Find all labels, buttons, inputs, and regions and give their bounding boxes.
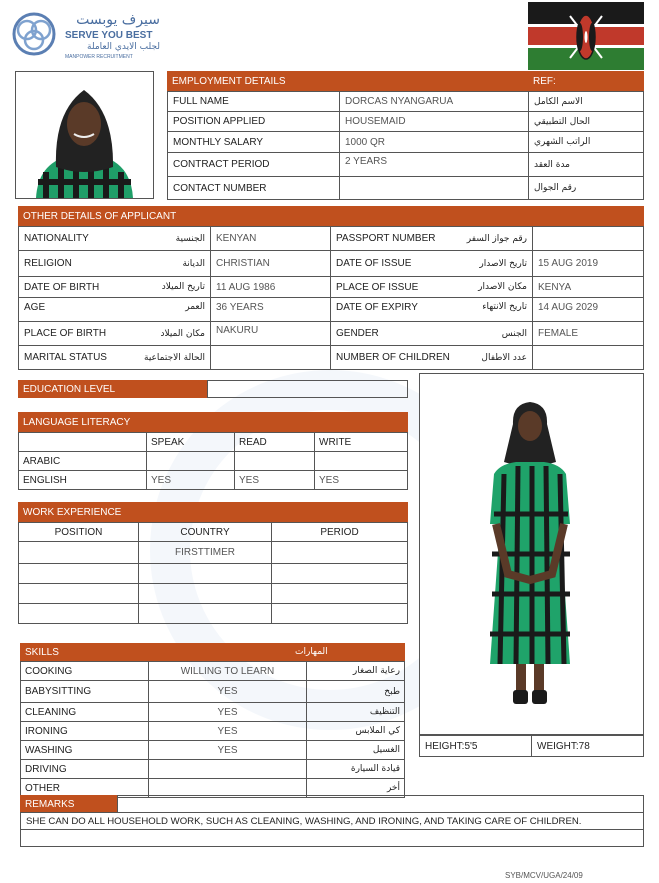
monthly-salary-label-ar: الراتب الشهري [528, 131, 644, 153]
arabic-speak [147, 452, 235, 471]
language-table-header-row [19, 433, 408, 452]
weight-field: WEIGHT:78 [531, 735, 644, 757]
remarks-blank-row [20, 829, 644, 847]
language-col-write: WRITE [315, 433, 408, 452]
language-row-arabic [19, 452, 408, 471]
work-experience-table [18, 522, 408, 624]
nationality-label: NATIONALITY الجنسية [18, 226, 211, 251]
place-of-issue-value: KENYA [532, 276, 644, 298]
logo-sub-en: MANPOWER RECRUITMENT [65, 54, 133, 60]
english-write: YES [315, 471, 408, 490]
monthly-salary-value: 1000 QR [339, 131, 529, 153]
arabic-read [235, 452, 315, 471]
full-name-label-ar: الاسم الكامل [528, 91, 644, 112]
remarks-text: SHE CAN DO ALL HOUSEHOLD WORK, SUCH AS CLEANING, WASHING, AND IRONING, AND TAKING CARE OF CHILDREN. [20, 812, 644, 830]
language-literacy-header-right [230, 412, 408, 432]
english-read: YES [235, 471, 315, 490]
date-of-issue-label: DATE OF ISSUE تاريخ الاصدار [330, 250, 533, 277]
skill-row [21, 662, 405, 681]
skill-name-ar: رعاية الصغار [307, 662, 405, 681]
date-of-issue-value: 15 AUG 2019 [532, 250, 644, 277]
work-col-country: COUNTRY [139, 523, 272, 542]
kenya-flag [528, 2, 644, 70]
skill-row [21, 760, 405, 779]
skill-name-ar: كي الملابس [307, 722, 405, 741]
skill-value: YES [149, 681, 307, 703]
skill-name: WASHING [21, 741, 149, 760]
position-applied-value: HOUSEMAID [339, 111, 529, 132]
logo-text-ar: سيرف يوبست [76, 12, 160, 28]
place-of-birth-value: NAKURU [210, 321, 331, 346]
skills-header-ar: المهارات [290, 643, 405, 661]
gender-value: FEMALE [532, 321, 644, 346]
skill-name: DRIVING [21, 760, 149, 779]
contract-period-value: 2 YEARS [339, 152, 529, 177]
skill-name: IRONING [21, 722, 149, 741]
contract-period-label-ar: مدة العقد [528, 152, 644, 177]
skill-name-ar: التنظيف [307, 703, 405, 722]
monthly-salary-label: MONTHLY SALARY [167, 131, 340, 153]
language-col-speak: SPEAK [147, 433, 235, 452]
age-value: 36 YEARS [210, 297, 331, 322]
work-row [19, 542, 408, 564]
date-of-expiry-value: 14 AUG 2029 [532, 297, 644, 322]
number-of-children-label: NUMBER OF CHILDREN عدد الاطفال [330, 345, 533, 370]
skill-name-ar: طبخ [307, 681, 405, 703]
number-of-children-value [532, 345, 644, 370]
passport-number-label: PASSPORT NUMBER رقم جواز السفر [330, 226, 533, 251]
skill-name: CLEANING [21, 703, 149, 722]
skill-value: YES [149, 741, 307, 760]
skill-name: OTHER [21, 779, 149, 798]
date-of-expiry-label: DATE OF EXPIRY تاريخ الانتهاء [330, 297, 533, 322]
work-experience-header-right [212, 502, 408, 522]
work-row [19, 584, 408, 604]
skill-value [149, 760, 307, 779]
remarks-header-right [117, 795, 644, 813]
employment-details-header: EMPLOYMENT DETAILS [167, 71, 528, 91]
logo-knot-icon [10, 10, 58, 58]
language-col-read: READ [235, 433, 315, 452]
skill-value: WILLING TO LEARN [149, 662, 307, 681]
skill-value: YES [149, 703, 307, 722]
contact-number-label: CONTACT NUMBER [167, 176, 340, 200]
position-applied-label-ar: الحال التطبيقي [528, 111, 644, 132]
religion-label: RELIGION الديانة [18, 250, 211, 277]
skill-name-ar: الغسيل [307, 741, 405, 760]
ref-label: REF: [528, 71, 644, 91]
language-row-english [19, 471, 408, 490]
marital-status-label: MARITAL STATUS الحالة الاجتماعية [18, 345, 211, 370]
work-country-value: FIRSTTIMER [139, 542, 272, 564]
skill-row [21, 681, 405, 703]
skills-header: SKILLS [20, 643, 290, 661]
religion-value: CHRISTIAN [210, 250, 331, 277]
language-name: ARABIC [19, 452, 147, 471]
arabic-write [315, 452, 408, 471]
education-level-header: EDUCATION LEVEL [18, 380, 208, 398]
date-of-birth-value: 11 AUG 1986 [210, 276, 331, 298]
skills-table [20, 661, 405, 798]
marital-status-value [210, 345, 331, 370]
work-row [19, 604, 408, 624]
contact-number-label-ar: رقم الجوال [528, 176, 644, 200]
skill-name-ar: أخر [307, 779, 405, 798]
english-speak: YES [147, 471, 235, 490]
work-table-header-row [19, 523, 408, 542]
gender-label: GENDER الجنس [330, 321, 533, 346]
language-literacy-header: LANGUAGE LITERACY [18, 412, 230, 432]
skill-row [21, 703, 405, 722]
document-code: SYB/MCV/UGA/24/09 [505, 871, 583, 880]
other-details-header: OTHER DETAILS OF APPLICANT [18, 206, 330, 226]
company-logo [10, 10, 190, 60]
full-body-photo [419, 373, 644, 735]
language-name: ENGLISH [19, 471, 147, 490]
other-details-header-right [330, 206, 644, 226]
age-label: AGE العمر [18, 297, 211, 322]
skill-row [21, 722, 405, 741]
skill-name-ar: قيادة السيارة [307, 760, 405, 779]
contract-period-label: CONTRACT PERIOD [167, 152, 340, 177]
language-col-blank [19, 433, 147, 452]
education-level-value [207, 380, 408, 398]
work-col-period: PERIOD [272, 523, 408, 542]
work-row [19, 564, 408, 584]
skill-name: BABYSITTING [21, 681, 149, 703]
skill-value: YES [149, 722, 307, 741]
passport-number-value [532, 226, 644, 251]
full-name-label: FULL NAME [167, 91, 340, 112]
place-of-issue-label: PLACE OF ISSUE مكان الاصدار [330, 276, 533, 298]
contact-number-value [339, 176, 529, 200]
language-table [18, 432, 408, 490]
full-name-value: DORCAS NYANGARUA [339, 91, 529, 112]
logo-sub-ar: لجلب الايدي العاملة [87, 42, 160, 52]
skill-row [21, 741, 405, 760]
other-details-grid [18, 226, 644, 370]
work-experience-header: WORK EXPERIENCE [18, 502, 212, 522]
portrait-photo [15, 71, 154, 199]
place-of-birth-label: PLACE OF BIRTH مكان الميلاد [18, 321, 211, 346]
remarks-header: REMARKS [20, 795, 118, 813]
height-field: HEIGHT:5'5 [419, 735, 532, 757]
date-of-birth-label: DATE OF BIRTH تاريخ الميلاد [18, 276, 211, 298]
logo-text-en: SERVE YOU BEST [65, 30, 153, 41]
nationality-value: KENYAN [210, 226, 331, 251]
position-applied-label: POSITION APPLIED [167, 111, 340, 132]
work-col-position: POSITION [19, 523, 139, 542]
skill-name: COOKING [21, 662, 149, 681]
